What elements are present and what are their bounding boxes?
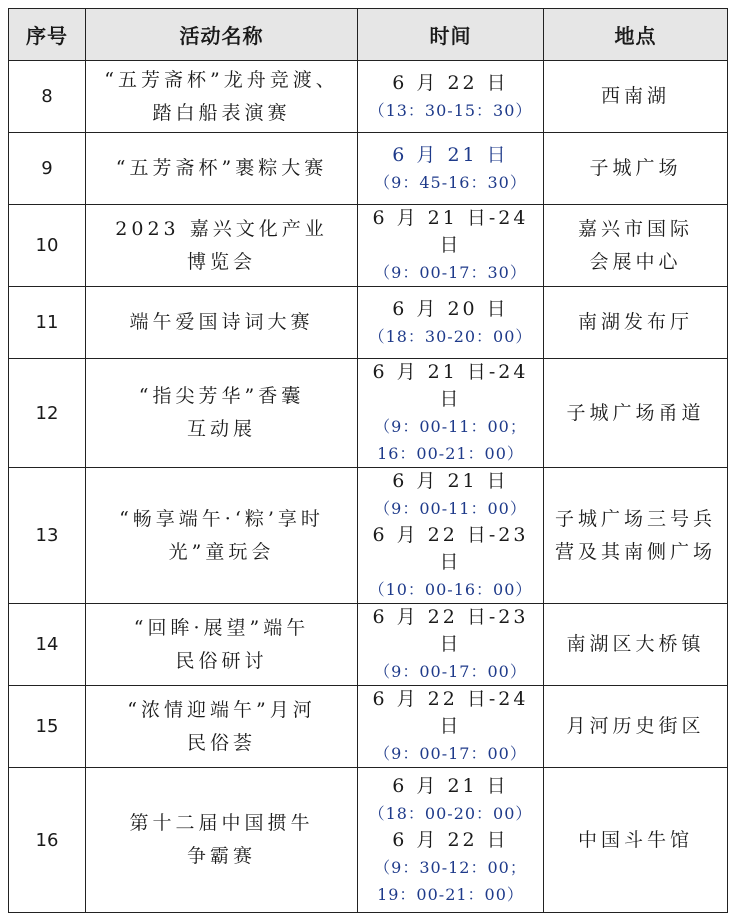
activity-name-cell	[86, 468, 358, 604]
activity-name-cell	[86, 287, 358, 359]
header-activity-name: 活动名称	[86, 9, 358, 61]
date-text: 6 月 22 日	[392, 828, 509, 851]
time-range: （13：30-15：30）	[368, 100, 533, 120]
time-range: （10：00-16：00）	[368, 580, 533, 599]
activity-name-line: 第十二届中国掼牛	[129, 812, 314, 834]
table-row	[9, 287, 728, 359]
seq-cell: 11	[9, 287, 86, 359]
table-row	[9, 205, 728, 287]
activity-name-line: 博览会	[186, 250, 256, 273]
time-range: （18：00-20：00）	[368, 803, 533, 823]
date-text: 6 月 21 日	[392, 143, 509, 166]
events-table	[8, 8, 728, 913]
seq-cell: 15	[9, 686, 86, 768]
seq-cell: 13	[9, 468, 86, 604]
activity-name-line: 踏白船表演赛	[152, 101, 291, 124]
location-line: 南湖发布厅	[577, 311, 693, 333]
time-cell	[358, 61, 544, 133]
location-cell	[544, 205, 728, 287]
location-cell	[544, 604, 728, 686]
date-text: 6 月 22 日-23 日	[372, 606, 529, 655]
location-cell	[544, 686, 728, 768]
activity-name-line: 互动展	[186, 418, 256, 440]
time-range: （18：30-20：00）	[368, 326, 533, 346]
time-cell	[358, 287, 544, 359]
location-cell	[544, 768, 728, 913]
location-cell	[544, 359, 728, 468]
location-cell	[544, 287, 728, 359]
table-row	[9, 604, 728, 686]
activity-name-line: 端午爱国诗词大赛	[129, 311, 314, 333]
location-cell	[544, 61, 728, 133]
seq-cell: 8	[9, 61, 86, 133]
time-cell	[358, 686, 544, 768]
date-text: 6 月 20 日	[392, 297, 509, 320]
location-line: 营及其南侧广场	[554, 540, 716, 563]
activity-name-cell	[86, 133, 358, 205]
table-row	[9, 133, 728, 205]
seq-cell: 14	[9, 604, 86, 686]
activity-name-line: 2023 嘉兴文化产业	[115, 217, 328, 240]
activity-name-line: “五芳斋杯”裹粽大赛	[115, 157, 328, 179]
table-row	[9, 468, 728, 604]
activity-name-cell	[86, 768, 358, 913]
header-row	[9, 9, 728, 61]
time-range: （9：00-17：00）	[374, 662, 527, 681]
time-cell	[358, 604, 544, 686]
location-line: 子城广场甬道	[566, 401, 705, 424]
header-seq: 序号	[9, 9, 86, 61]
location-cell	[544, 468, 728, 604]
seq-cell: 9	[9, 133, 86, 205]
date-text: 6 月 22 日-24 日	[372, 688, 529, 737]
location-cell	[544, 133, 728, 205]
time-range: （9：00-17：00）	[374, 744, 527, 763]
activity-name-cell	[86, 604, 358, 686]
time-range: （9：45-16：30）	[374, 172, 527, 192]
activity-name-line: “浓情迎端午”月河	[127, 698, 316, 721]
activity-name-cell	[86, 359, 358, 468]
date-text: 6 月 21 日	[392, 774, 509, 797]
time-cell	[358, 205, 544, 287]
activity-name-line: 民俗研讨	[175, 649, 268, 672]
time-range: （9：00-11：00）	[374, 499, 527, 518]
table-row	[9, 768, 728, 913]
time-range: （9：30-12：00；	[374, 857, 527, 877]
table-row	[9, 686, 728, 768]
time-cell	[358, 768, 544, 913]
activity-name-line: 争霸赛	[186, 845, 256, 867]
time-range: （9：00-17：30）	[374, 263, 527, 282]
location-line: 月河历史街区	[566, 715, 705, 737]
seq-cell: 16	[9, 768, 86, 913]
activity-name-cell	[86, 205, 358, 287]
time-cell	[358, 133, 544, 205]
activity-name-cell	[86, 61, 358, 133]
location-line: 南湖区大桥镇	[566, 633, 705, 655]
date-text: 6 月 22 日	[392, 71, 509, 94]
header-location: 地点	[544, 9, 728, 61]
location-line: 中国斗牛馆	[577, 828, 693, 851]
seq-cell: 10	[9, 205, 86, 287]
time-range: 16：00-21：00）	[377, 444, 524, 463]
time-range: 19：00-21：00）	[377, 884, 524, 904]
seq-cell: 12	[9, 359, 86, 468]
date-text: 6 月 21 日-24 日	[372, 207, 529, 256]
location-line: 嘉兴市国际	[577, 217, 693, 240]
header-time: 时间	[358, 9, 544, 61]
location-line: 西南湖	[600, 85, 670, 107]
location-line: 会展中心	[589, 250, 682, 273]
activity-name-line: 光”童玩会	[168, 540, 275, 563]
activity-name-line: “回眸·展望”端午	[133, 616, 310, 639]
table-row	[9, 61, 728, 133]
time-range: （9：00-11：00；	[374, 417, 527, 436]
activity-name-line: “五芳斋杯”龙舟竞渡、	[104, 68, 339, 91]
table-row	[9, 359, 728, 468]
date-text: 6 月 21 日-24 日	[372, 361, 529, 410]
activity-name-line: “畅享端午·‘粽’享时	[119, 507, 324, 530]
time-cell	[358, 468, 544, 604]
activity-name-line: 民俗荟	[186, 731, 256, 754]
date-text: 6 月 22 日-23 日	[372, 524, 529, 573]
activity-name-cell	[86, 686, 358, 768]
time-cell	[358, 359, 544, 468]
location-line: 子城广场三号兵	[554, 507, 716, 530]
date-text: 6 月 21 日	[392, 470, 509, 492]
location-line: 子城广场	[589, 157, 682, 179]
activity-name-line: “指尖芳华”香囊	[138, 385, 305, 407]
